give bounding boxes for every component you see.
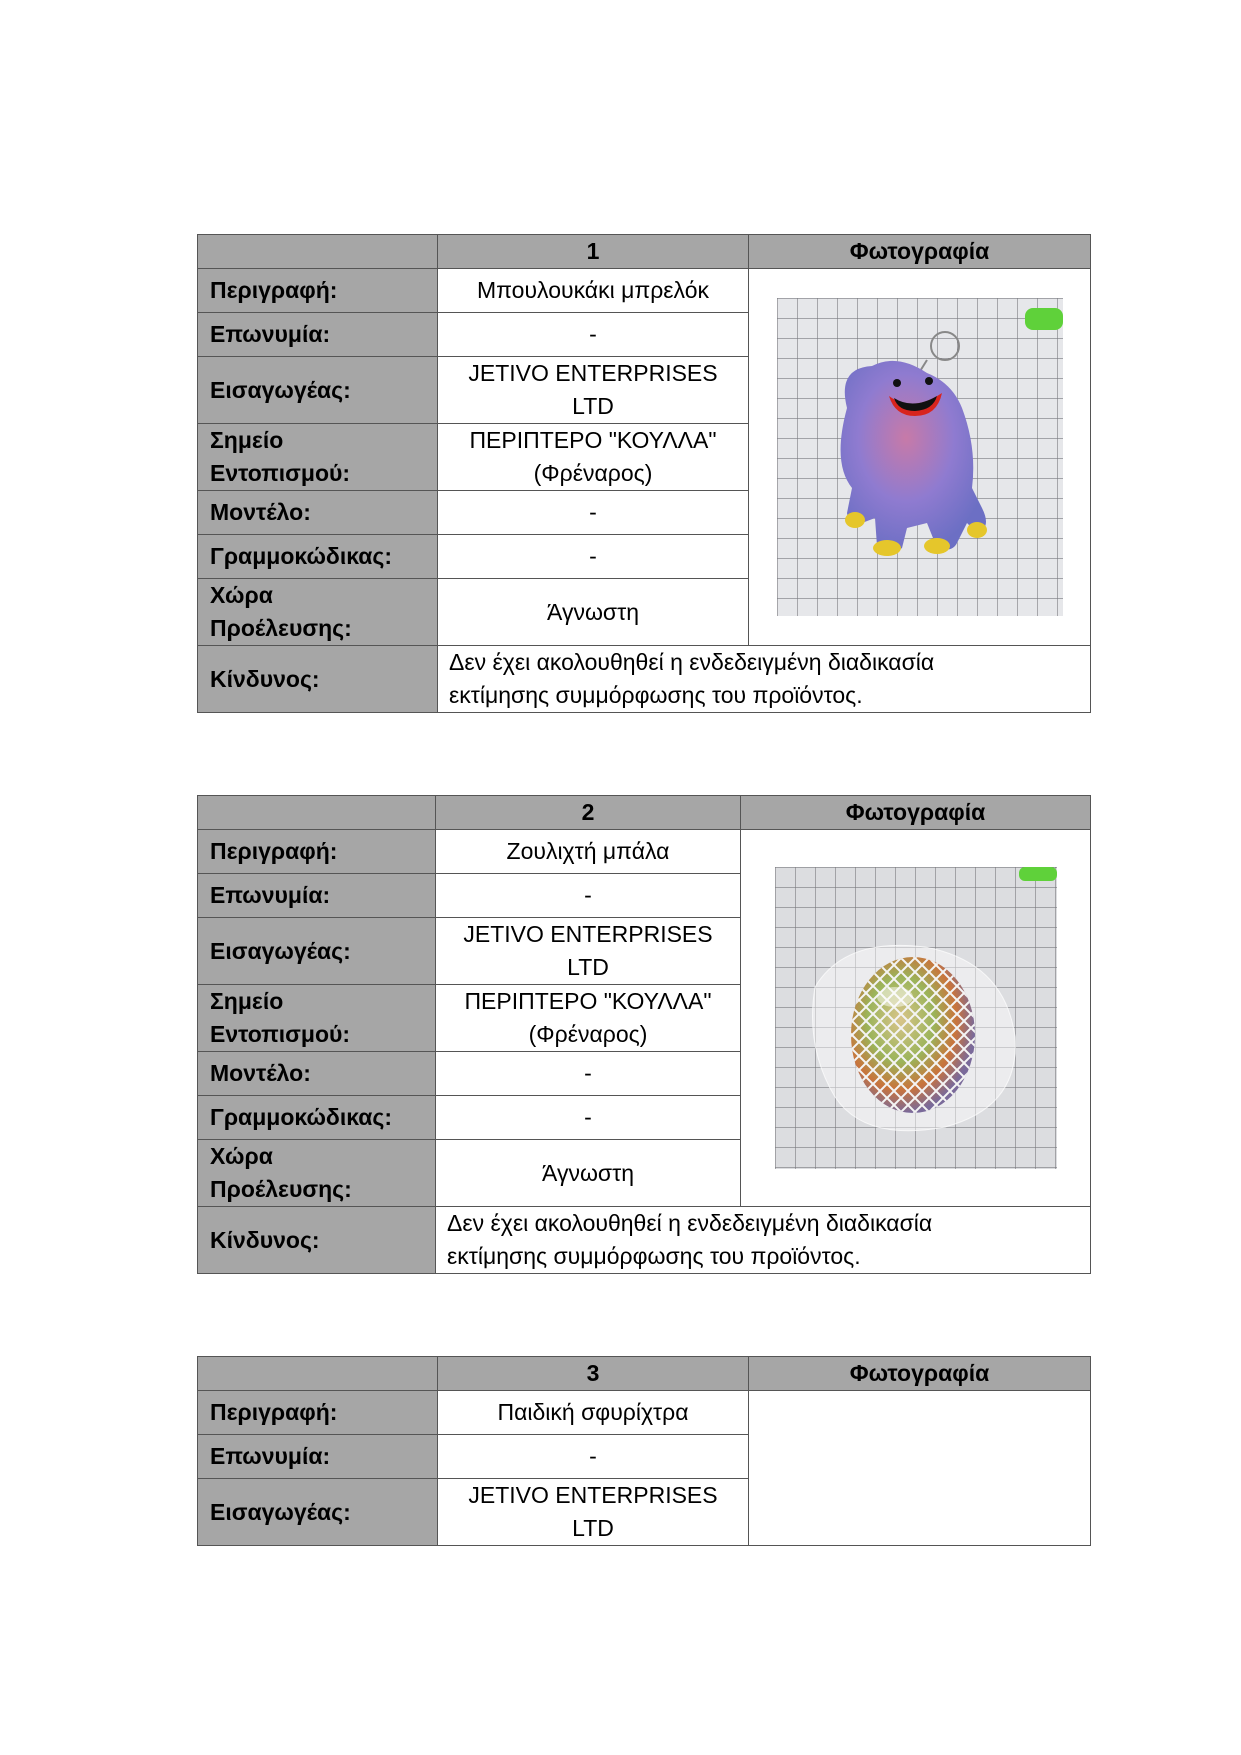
brand-value: - [436,874,741,918]
description-value: Μπουλουκάκι μπρελόκ [438,269,749,313]
brand-value: - [438,1435,749,1479]
product-number: 3 [438,1357,749,1391]
importer-line-1: JETIVO ENTERPRISES [463,921,713,947]
location-label-line-2: Εντοπισμού: [210,1021,351,1047]
brand-value: - [438,313,749,357]
product-number: 1 [438,235,749,269]
brand-label: Επωνυμία: [198,874,436,918]
barcode-label: Γραμμοκώδικας: [198,1096,436,1140]
location-label [198,424,438,491]
importer-label: Εισαγωγέας: [198,357,438,424]
location-line-2: (Φρέναρος) [533,460,653,486]
product-photo [749,269,1091,646]
importer-line-2: LTD [567,954,609,980]
barcode-value: - [436,1096,741,1140]
header-empty-cell [198,1357,438,1391]
model-value: - [438,491,749,535]
barcode-value: - [438,535,749,579]
header-empty-cell [198,796,436,830]
product-photo [749,1391,1091,1546]
location-value [436,985,741,1052]
photo-header: Φωτογραφία [741,796,1091,830]
brand-label: Επωνυμία: [198,313,438,357]
risk-line-2: εκτίμησης συμμόρφωσης του προϊόντος. [449,682,863,708]
product-table-3 [197,1356,1091,1546]
importer-label: Εισαγωγέας: [198,918,436,985]
origin-value: Άγνωστη [438,579,749,646]
location-label-line-2: Εντοπισμού: [210,460,351,486]
product-table-2 [197,795,1091,1274]
importer-label: Εισαγωγέας: [198,1479,438,1546]
origin-label-line-1: Χώρα [210,1143,273,1169]
description-label: Περιγραφή: [198,1391,438,1435]
importer-value [438,357,749,424]
location-line-1: ΠΕΡΙΠΤΕΡΟ "ΚΟΥΛΛΑ" [464,988,712,1014]
origin-label-line-2: Προέλευσης: [210,615,352,641]
product-number: 2 [436,796,741,830]
origin-label [198,579,438,646]
importer-line-1: JETIVO ENTERPRISES [468,1482,718,1508]
photo-header: Φωτογραφία [749,1357,1091,1391]
origin-value: Άγνωστη [436,1140,741,1207]
importer-value [436,918,741,985]
location-line-2: (Φρέναρος) [528,1021,648,1047]
importer-line-2: LTD [572,393,614,419]
origin-label [198,1140,436,1207]
model-label: Μοντέλο: [198,1052,436,1096]
squishy-ball-photo [775,867,1057,1169]
product-table-1 [197,234,1091,713]
photo-header: Φωτογραφία [749,235,1091,269]
brand-label: Επωνυμία: [198,1435,438,1479]
risk-label: Κίνδυνος: [198,646,438,713]
importer-line-2: LTD [572,1515,614,1541]
risk-label: Κίνδυνος: [198,1207,436,1274]
location-label [198,985,436,1052]
risk-line-1: Δεν έχει ακολουθηθεί η ενδεδειγμένη διαδικασία [449,649,935,675]
model-label: Μοντέλο: [198,491,438,535]
origin-label-line-1: Χώρα [210,582,273,608]
risk-line-1: Δεν έχει ακολουθηθεί η ενδεδειγμένη διαδικασία [447,1210,933,1236]
description-value: Παιδική σφυρίχτρα [438,1391,749,1435]
risk-line-2: εκτίμησης συμμόρφωσης του προϊόντος. [447,1243,861,1269]
model-value: - [436,1052,741,1096]
origin-label-line-2: Προέλευσης: [210,1176,352,1202]
location-value [438,424,749,491]
location-label-line-1: Σημείο [210,427,284,453]
barcode-label: Γραμμοκώδικας: [198,535,438,579]
risk-value [438,646,1091,713]
importer-line-1: JETIVO ENTERPRISES [468,360,718,386]
location-label-line-1: Σημείο [210,988,284,1014]
description-label: Περιγραφή: [198,269,438,313]
plush-keychain-photo [777,298,1063,616]
description-value: Ζουλιχτή μπάλα [436,830,741,874]
risk-value [436,1207,1091,1274]
description-label: Περιγραφή: [198,830,436,874]
header-empty-cell [198,235,438,269]
importer-value [438,1479,749,1546]
product-photo [741,830,1091,1207]
location-line-1: ΠΕΡΙΠΤΕΡΟ "ΚΟΥΛΛΑ" [469,427,717,453]
